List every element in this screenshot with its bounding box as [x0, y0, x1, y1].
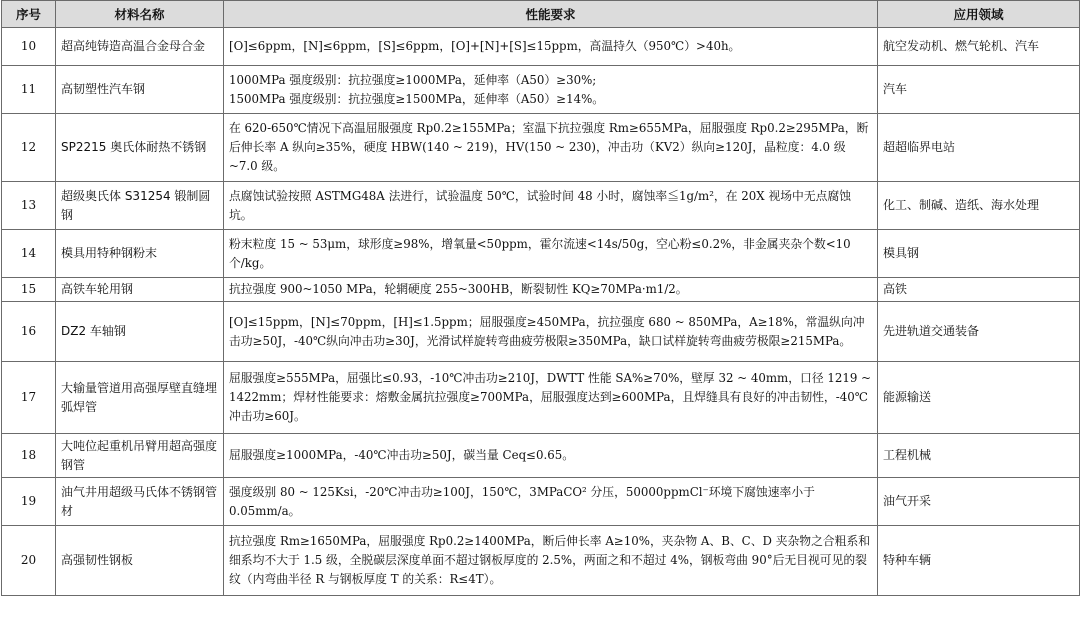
header-index: 序号: [2, 1, 56, 28]
row-index: 18: [2, 434, 56, 478]
performance-requirements: [224, 478, 878, 526]
header-application: 应用领域: [878, 1, 1080, 28]
performance-requirements: [224, 230, 878, 278]
table-row: [2, 302, 1080, 362]
row-index: 14: [2, 230, 56, 278]
requirement-line: 屈服强度≥1000MPa，-40℃冲击功≥50J，碳当量 Ceq≤0.65。: [229, 448, 575, 462]
table-header-row: [2, 1, 1080, 28]
material-name: 油气井用超级马氏体不锈钢管材: [56, 478, 224, 526]
performance-requirements: [224, 28, 878, 66]
performance-requirements: [224, 114, 878, 182]
performance-requirements: [224, 278, 878, 302]
requirement-line: 在 620-650℃情况下高温屈服强度 Rp0.2≥155MPa；室温下抗拉强度 Rm≥655MPa，屈服强度 Rp0.2≥295MPa，断后伸长率 A 纵向≥35%，硬度 HBW(140 ~ 219)，HV(150 ~ 230)，冲击功（KV2）纵向≥120J，晶粒度：4.0 级~7.0 级。: [229, 121, 869, 173]
performance-requirements: [224, 362, 878, 434]
material-name: DZ2 车轴钢: [56, 302, 224, 362]
performance-requirements: [224, 182, 878, 230]
application-field: 航空发动机、燃气轮机、汽车: [878, 28, 1080, 66]
material-name: 模具用特种钢粉末: [56, 230, 224, 278]
application-field: 化工、制碱、造纸、海水处理: [878, 182, 1080, 230]
application-field: 汽车: [878, 66, 1080, 114]
table-row: [2, 114, 1080, 182]
material-name: 高铁车轮用钢: [56, 278, 224, 302]
requirement-line: 粉末粒度 15 ~ 53μm，球形度≥98%，增氧量<50ppm，霍尔流速<14s/50g，空心粉≤0.2%，非金属夹杂个数<10 个/kg。: [229, 236, 851, 270]
performance-requirements: [224, 434, 878, 478]
table-row: [2, 182, 1080, 230]
application-field: 高铁: [878, 278, 1080, 302]
requirement-line: 点腐蚀试验按照 ASTMG48A 法进行，试验温度 50℃，试验时间 48 小时，腐蚀率≦1g/m²，在 20X 视场中无点腐蚀坑。: [229, 188, 852, 222]
performance-requirements: [224, 526, 878, 596]
application-field: 超超临界电站: [878, 114, 1080, 182]
materials-table: [1, 0, 1080, 596]
table-row: [2, 478, 1080, 526]
requirement-line: 抗拉强度 Rm≥1650MPa，屈服强度 Rp0.2≥1400MPa，断后伸长率 A≥10%，夹杂物 A、B、C、D 夹杂物之合粗系和细系均不大于 1.5 级，全脱碳层深度单面不超过钢板厚度的 2.5%，两面之和不超过 4%，钢板弯曲 90°后无目视可见的裂纹（内弯曲半径 R 与钢板厚度 T 的关系：R≤4T）。: [229, 534, 871, 586]
table-row: [2, 230, 1080, 278]
requirement-line: 屈服强度≥555MPa，屈强比≤0.93，-10℃冲击功≥210J，DWTT 性能 SA%≥70%，壁厚 32 ~ 40mm，口径 1219 ~ 1422mm；焊材性能要求：熔敷金属抗拉强度≥700MPa，屈服强度达到≥600MPa，且焊缝具有良好的冲击韧性，-40℃冲击功≥60J。: [229, 371, 872, 423]
material-name: 大吨位起重机吊臂用超高强度钢管: [56, 434, 224, 478]
header-material-name: 材料名称: [56, 1, 224, 28]
table-row: [2, 362, 1080, 434]
row-index: 20: [2, 526, 56, 596]
application-field: 能源输送: [878, 362, 1080, 434]
table-row: [2, 278, 1080, 302]
row-index: 16: [2, 302, 56, 362]
table-row: [2, 28, 1080, 66]
row-index: 11: [2, 66, 56, 114]
table-row: [2, 434, 1080, 478]
material-name: 超级奥氏体 S31254 锻制圆钢: [56, 182, 224, 230]
row-index: 19: [2, 478, 56, 526]
requirement-line: 1000MPa 强度级别：抗拉强度≥1000MPa，延伸率（A50）≥30%;: [229, 72, 597, 87]
material-name: SP2215 奥氏体耐热不锈钢: [56, 114, 224, 182]
requirement-line: 强度级别 80 ~ 125Ksi，-20℃冲击功≥100J，150℃，3MPaCO² 分压，50000ppmCl⁻环境下腐蚀速率小于 0.05mm/a。: [229, 484, 815, 518]
header-requirements: 性能要求: [224, 1, 878, 28]
application-field: 油气开采: [878, 478, 1080, 526]
application-field: 特种车辆: [878, 526, 1080, 596]
performance-requirements: [224, 66, 878, 114]
material-name: 大输量管道用高强厚壁直缝埋弧焊管: [56, 362, 224, 434]
row-index: 10: [2, 28, 56, 66]
table-row: [2, 66, 1080, 114]
application-field: 先进轨道交通装备: [878, 302, 1080, 362]
requirement-line: 抗拉强度 900~1050 MPa，轮辋硬度 255~300HB，断裂韧性 KQ≥70MPa·m1/2。: [229, 282, 688, 296]
material-name: 超高纯铸造高温合金母合金: [56, 28, 224, 66]
requirement-line: [O]≤6ppm，[N]≤6ppm，[S]≤6ppm，[O]+[N]+[S]≤15ppm，高温持久（950℃）>40h。: [229, 39, 741, 53]
requirement-line: [O]≤15ppm，[N]≤70ppm，[H]≤1.5ppm；屈服强度≥450MPa，抗拉强度 680 ~ 850MPa，A≥18%，常温纵向冲击功≥50J，-40℃纵向冲击功≥30J，光滑试样旋转弯曲疲劳极限≥350MPa，缺口试样旋转弯曲疲劳极限≥215MPa。: [229, 314, 865, 348]
row-index: 17: [2, 362, 56, 434]
row-index: 12: [2, 114, 56, 182]
material-name: 高强韧性钢板: [56, 526, 224, 596]
performance-requirements: [224, 302, 878, 362]
application-field: 工程机械: [878, 434, 1080, 478]
requirement-line: 1500MPa 强度级别：抗拉强度≥1500MPa，延伸率（A50）≥14%。: [229, 91, 605, 106]
application-field: 模具钢: [878, 230, 1080, 278]
table-row: [2, 526, 1080, 596]
row-index: 15: [2, 278, 56, 302]
row-index: 13: [2, 182, 56, 230]
material-name: 高韧塑性汽车钢: [56, 66, 224, 114]
